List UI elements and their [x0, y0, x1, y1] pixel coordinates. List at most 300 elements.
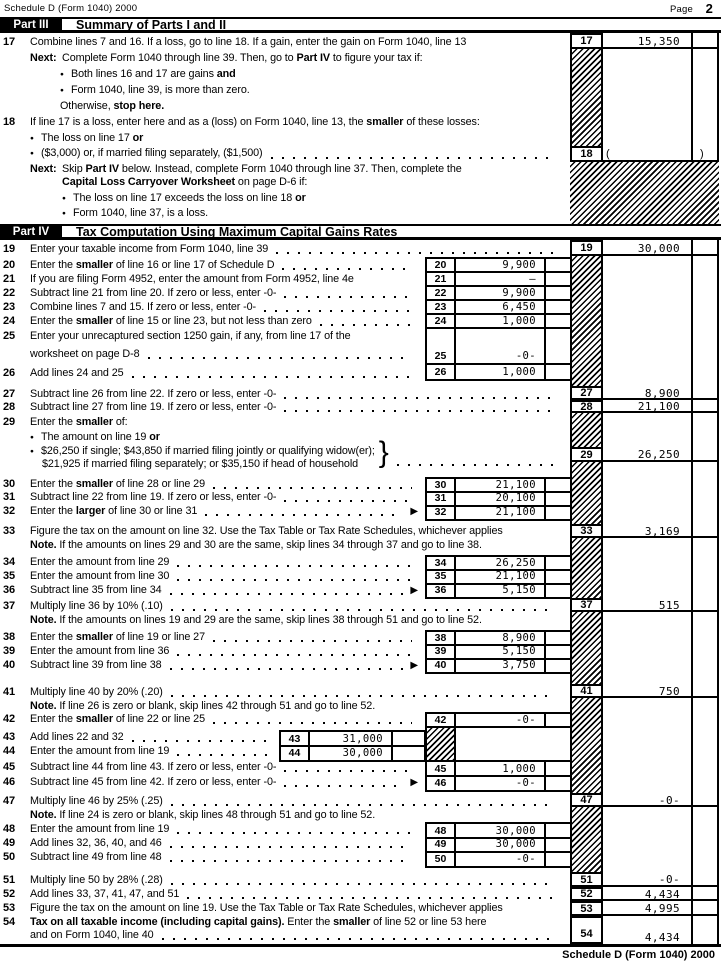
- dot-leader: [282, 268, 412, 270]
- box-41-value: 750: [658, 684, 680, 698]
- box-49-number: 49: [434, 838, 447, 850]
- box-29-number: 29: [570, 447, 603, 462]
- line-18-next-text: Skip Part IV below. Instead, complete Form 1040 through line 37. Then, complete the: [62, 163, 462, 175]
- bullet-icon: [62, 207, 73, 221]
- line-35-row: [3, 570, 418, 583]
- line-54-row-2: [30, 929, 562, 942]
- line-25-row: [3, 330, 418, 343]
- dot-leader: [170, 846, 412, 848]
- box-54-number: 54: [570, 916, 603, 944]
- line-39-number: 39: [3, 645, 16, 657]
- line-51-number: 51: [3, 874, 16, 886]
- line-47-row: [3, 795, 562, 808]
- line-21-label: If you are filing Form 4952, enter the amount from Form 4952, line 4e: [30, 273, 354, 285]
- line-30-number: 30: [3, 478, 16, 490]
- box-18-number: 18: [570, 146, 603, 162]
- note-after-47: [30, 809, 570, 822]
- dot-leader: [171, 883, 556, 885]
- line-18-bullet-2: [30, 147, 562, 161]
- part-iii-bar: [0, 17, 721, 33]
- box-40-value: 3,750: [502, 659, 536, 671]
- box-35-number: 35: [434, 570, 447, 582]
- hatched-area: [572, 413, 601, 447]
- part-iv-title: Tax Computation Using Maximum Capital Gains Rates: [76, 224, 398, 239]
- line-23-label: Combine lines 7 and 15. If zero or less, enter -0-: [30, 301, 257, 313]
- dot-leader: [171, 695, 556, 697]
- line-22-number: 22: [3, 287, 16, 299]
- bullet-text: Form 1040, line 37, is a loss.: [73, 207, 209, 219]
- hatched-area: [570, 162, 719, 224]
- boxes-30-32-group: [425, 477, 572, 521]
- box-22-number: 22: [434, 287, 447, 299]
- line-27-row: [3, 388, 562, 401]
- box-50-number: 50: [434, 852, 447, 865]
- line-42-label: Enter the smaller of line 22 or line 25: [30, 713, 205, 725]
- dot-leader: [187, 897, 556, 899]
- box-40-number: 40: [434, 659, 447, 671]
- line-17-otherwise: [60, 100, 460, 113]
- boxes-45-46-group: [425, 760, 572, 792]
- box-19-number: 19: [570, 240, 603, 256]
- line-27-number: 27: [3, 388, 16, 400]
- line-27-label: Subtract line 26 from line 22. If zero or less, enter -0-: [30, 388, 277, 400]
- line-25-row-2: [30, 348, 418, 361]
- line-42-number: 42: [3, 713, 16, 725]
- box-43-value: 31,000: [342, 732, 383, 745]
- line-18-next-row-2: [62, 176, 532, 189]
- line-45-label: Subtract line 44 from line 43. If zero or less, enter -0-: [30, 761, 277, 773]
- line-49-row: [3, 837, 418, 850]
- dot-leader: [284, 397, 556, 399]
- box-51-number: 51: [570, 872, 603, 887]
- line-43-row: [3, 731, 273, 744]
- line-50-number: 50: [3, 851, 16, 863]
- box-37-number: 37: [570, 598, 603, 612]
- line-35-number: 35: [3, 570, 16, 582]
- hatched-area: [572, 49, 601, 146]
- box-17-value: 15,350: [637, 34, 680, 48]
- box-18-open-paren: (: [606, 148, 610, 160]
- line-36-number: 36: [3, 584, 16, 596]
- box-23-number: 23: [434, 301, 447, 313]
- line-49-number: 49: [3, 837, 16, 849]
- box-38-value: 8,900: [502, 632, 536, 644]
- line-32-number: 32: [3, 505, 16, 517]
- line-44-label: Enter the amount from line 19: [30, 745, 170, 757]
- box-46-number: 46: [434, 776, 447, 789]
- line-42-row: [3, 713, 418, 726]
- line-48-row: [3, 823, 418, 836]
- dot-leader: [171, 609, 556, 611]
- line-54-label: Tax on all taxable income (including capital gains). Enter the smaller of line 52 or line 53 here: [30, 916, 487, 928]
- box-28-value: 21,100: [637, 400, 680, 413]
- box-25-number: 25: [434, 350, 447, 362]
- dot-leader: [284, 410, 556, 412]
- dot-leader: [264, 310, 412, 312]
- right-arrow-icon: [410, 659, 418, 672]
- line-29-row: [3, 416, 430, 429]
- line-17-row: [3, 36, 562, 49]
- dot-leader: [162, 938, 556, 940]
- line-17-bullet-1: [60, 68, 460, 82]
- line-54-label-2: and on Form 1040, line 40: [30, 929, 154, 941]
- line-43-number: 43: [3, 731, 16, 743]
- dot-leader: [205, 514, 403, 516]
- dot-leader: [132, 740, 267, 742]
- bullet-icon: [30, 445, 41, 459]
- box-41-number: 41: [570, 684, 603, 698]
- dot-leader: [284, 785, 403, 787]
- box-34-number: 34: [434, 557, 447, 569]
- line-38-label: Enter the smaller of line 19 or line 27: [30, 631, 205, 643]
- box-38-number: 38: [434, 632, 447, 644]
- box-25-value: -0-: [515, 350, 536, 362]
- dot-leader: [320, 324, 412, 326]
- line-45-row: [3, 761, 418, 774]
- part-iv-bar: [0, 224, 721, 240]
- dot-leader: [284, 296, 412, 298]
- line-34-row: [3, 556, 418, 569]
- box-48-value: 30,000: [495, 824, 536, 837]
- line-48-label: Enter the amount from line 19: [30, 823, 170, 835]
- line-41-row: [3, 686, 562, 699]
- bullet-icon: [60, 84, 71, 98]
- line-31-row: [3, 491, 418, 504]
- box-39-number: 39: [434, 645, 447, 657]
- box-30-number: 30: [434, 479, 447, 491]
- line-30-row: [3, 478, 418, 491]
- line-36-label: Subtract line 35 from line 34: [30, 584, 162, 596]
- line-51-label: Multiply line 50 by 28% (.28): [30, 874, 163, 886]
- bullet-icon: [30, 132, 41, 146]
- dot-leader: [170, 860, 412, 862]
- box-19-value: 30,000: [637, 241, 680, 255]
- line-50-label: Subtract line 49 from line 48: [30, 851, 162, 863]
- box-27-number: 27: [570, 386, 603, 400]
- line-22-label: Subtract line 21 from line 20. If zero or less, enter -0-: [30, 287, 277, 299]
- line-37-row: [3, 600, 562, 613]
- dot-leader: [276, 252, 556, 254]
- dot-leader: [177, 754, 267, 756]
- line-35-label: Enter the amount from line 30: [30, 570, 170, 582]
- note-text: Note. If line 26 is zero or blank, skip lines 42 through 51 and go to line 52.: [30, 700, 376, 712]
- bullet-text: Form 1040, line 39, is more than zero.: [71, 84, 250, 96]
- line-47-number: 47: [3, 795, 16, 807]
- box-46-value: -0-: [515, 776, 536, 789]
- line-18-row: [3, 116, 562, 129]
- line-41-number: 41: [3, 686, 16, 698]
- line-20-number: 20: [3, 259, 16, 271]
- line-52-label: Add lines 33, 37, 41, 47, and 51: [30, 888, 180, 900]
- line-33-row: [3, 525, 570, 538]
- line-51-row: [3, 874, 562, 887]
- line-52-row: [3, 888, 562, 901]
- line-45-number: 45: [3, 761, 16, 773]
- line-28-label: Subtract line 27 from line 19. If zero or less, enter -0-: [30, 401, 277, 413]
- line-18-bullet-1: [30, 132, 430, 146]
- line-28-row: [3, 401, 562, 414]
- box-26-number: 26: [434, 366, 447, 378]
- dot-leader: [213, 722, 412, 724]
- hatched-area: [572, 807, 601, 872]
- bullet-text: The loss on line 17 or: [41, 132, 144, 144]
- page-label: Page: [670, 4, 693, 15]
- line-23-row: [3, 301, 418, 314]
- line-17-label: Combine lines 7 and 16. If a loss, go to line 18. If a gain, enter the gain on Form 1040, line 13: [30, 36, 467, 48]
- boxes-48-50-group: [425, 822, 572, 868]
- box-35-value: 21,100: [495, 570, 536, 582]
- box-45-value: 1,000: [502, 762, 536, 775]
- form-id-header: Schedule D (Form 1040) 2000: [4, 3, 138, 14]
- box-22-value: 9,900: [502, 287, 536, 299]
- box-42-number: 42: [434, 714, 447, 726]
- hatched-area: [572, 462, 601, 524]
- box-43-number: 43: [288, 732, 301, 745]
- line-18-label: If line 17 is a loss, enter here and as a (loss) on Form 1040, line 13, the smaller of these losses:: [30, 116, 480, 128]
- line-17-next-text: Complete Form 1040 through line 39. Then, go to Part IV to figure your tax if:: [62, 52, 423, 64]
- line-20-label: Enter the smaller of line 16 or line 17 of Schedule D: [30, 259, 275, 271]
- line-43-label: Add lines 22 and 32: [30, 731, 124, 743]
- line-32-label: Enter the larger of line 30 or line 31: [30, 505, 198, 517]
- line-24-number: 24: [3, 315, 16, 327]
- bullet-text: Both lines 16 and 17 are gains and: [71, 68, 236, 80]
- box-48-number: 48: [434, 824, 447, 837]
- line-54-number: 54: [3, 916, 16, 928]
- line-44-number: 44: [3, 745, 16, 757]
- box-45-number: 45: [434, 762, 447, 775]
- note-after-33: [30, 539, 570, 552]
- line-39-label: Enter the amount from line 36: [30, 645, 170, 657]
- box-27-value: 8,900: [644, 386, 680, 400]
- cents-divider: [691, 33, 693, 162]
- column-border: [601, 240, 603, 944]
- cents-divider: [691, 240, 693, 944]
- boxes-34-36-group: [425, 555, 572, 599]
- line-40-row: [3, 659, 418, 672]
- line-29-label-2: $21,925 if married filing separately; or $35,150 if head of household: [42, 458, 359, 470]
- note-text: Note. If line 24 is zero or blank, skip lines 48 through 51 and go to line 52.: [30, 809, 376, 821]
- line-19-row: [3, 243, 562, 256]
- box-34-value: 26,250: [495, 557, 536, 569]
- line-17-next-row: [30, 52, 530, 65]
- dot-leader: [177, 654, 412, 656]
- line-52-number: 52: [3, 888, 16, 900]
- line-49-label: Add lines 32, 36, 40, and 46: [30, 837, 162, 849]
- box-21-number: 21: [434, 273, 447, 285]
- box-30-value: 21,100: [495, 479, 536, 491]
- line-40-number: 40: [3, 659, 16, 671]
- boxes-20-26-group: [425, 257, 572, 381]
- line-28-number: 28: [3, 401, 16, 413]
- line-24-label: Enter the smaller of line 15 or line 23, but not less than zero: [30, 315, 312, 327]
- line-18-number: 18: [3, 116, 16, 128]
- box-24-value: 1,000: [502, 315, 536, 327]
- line-17-bullet-2: [60, 84, 460, 98]
- line-26-row: [3, 367, 418, 380]
- note-text: Note. If the amounts on lines 19 and 29 are the same, skip lines 38 through 51 and go to line 52.: [30, 614, 482, 626]
- line-19-number: 19: [3, 243, 16, 255]
- brace-glyph: }: [378, 436, 389, 469]
- line-36-row: [3, 584, 418, 597]
- line-25-label-2: worksheet on page D-8: [30, 348, 140, 360]
- line-47-label: Multiply line 46 by 25% (.25): [30, 795, 163, 807]
- dot-leader: [170, 593, 404, 595]
- line-46-number: 46: [3, 776, 16, 788]
- page-number: 2: [705, 1, 713, 16]
- line-46-label: Subtract line 45 from line 42. If zero or less, enter -0-: [30, 776, 277, 788]
- bullet-text: $26,250 if single; $43,850 if married filing jointly or qualifying widow(er);: [41, 445, 375, 457]
- next-label: Next:: [30, 52, 57, 64]
- boxes-43-44-group: [279, 730, 426, 762]
- line-44-row: [3, 745, 273, 758]
- box-52-value: 4,434: [644, 887, 680, 901]
- bullet-text: The loss on line 17 exceeds the loss on line 18 or: [73, 192, 306, 204]
- line-37-label: Multiply line 36 by 10% (.10): [30, 600, 163, 612]
- line-25-number: 25: [3, 330, 16, 342]
- box-20-value: 9,900: [502, 259, 536, 271]
- dot-leader: [148, 357, 412, 359]
- box-37-value: 515: [658, 598, 680, 612]
- dot-leader: [213, 640, 412, 642]
- line-21-number: 21: [3, 273, 16, 285]
- right-arrow-icon: [410, 776, 418, 789]
- dot-leader: [284, 500, 412, 502]
- line-53-label: Figure the tax on the amount on line 19. Use the Tax Table or Tax Rate Schedules, whichever applies: [30, 902, 503, 914]
- line-29-label: Enter the smaller of:: [30, 416, 128, 428]
- right-arrow-icon: [410, 584, 418, 597]
- box-33-number: 33: [570, 524, 603, 538]
- box-36-number: 36: [434, 584, 447, 596]
- hatched-area: [572, 538, 601, 598]
- box-21-value: —: [529, 273, 536, 285]
- box-23-value: 6,450: [502, 301, 536, 313]
- line-33-label: Figure the tax on the amount on line 32. Use the Tax Table or Tax Rate Schedules, whichever applies: [30, 525, 503, 537]
- box-36-value: 5,150: [502, 584, 536, 596]
- column-border: [601, 33, 603, 162]
- line-18-next-text-2: Capital Loss Carryover Worksheet on page D-6 if:: [62, 176, 308, 188]
- dot-leader: [284, 770, 412, 772]
- right-arrow-icon: [410, 505, 418, 518]
- line-37-number: 37: [3, 600, 16, 612]
- line-39-row: [3, 645, 418, 658]
- line-25-label: Enter your unrecaptured section 1250 gain, if any, from line 17 of the: [30, 330, 351, 342]
- box-39-value: 5,150: [502, 645, 536, 657]
- bullet-icon: [30, 147, 41, 161]
- line-53-number: 53: [3, 902, 16, 914]
- line-31-number: 31: [3, 491, 16, 503]
- dot-leader: [171, 804, 556, 806]
- box-42-value: -0-: [515, 714, 536, 726]
- box-20-number: 20: [434, 259, 447, 271]
- box-47-value: -0-: [658, 793, 680, 807]
- line-23-number: 23: [3, 301, 16, 313]
- box-18-close-paren: ): [700, 148, 704, 160]
- box-26-value: 1,000: [502, 366, 536, 378]
- line-29-bullet-1: [30, 431, 430, 445]
- line-21-row: [3, 273, 418, 286]
- part-iii-title: Summary of Parts I and II: [76, 17, 227, 32]
- box-32-value: 21,100: [495, 506, 536, 518]
- line-40-label: Subtract line 39 from line 38: [30, 659, 162, 671]
- box-28-number: 28: [570, 400, 603, 413]
- line-32-row: [3, 505, 418, 518]
- line-46-row: [3, 776, 418, 789]
- dot-leader: [271, 157, 556, 159]
- part-iii-label: Part III: [0, 19, 62, 30]
- line-18-bullet-4: [62, 207, 462, 221]
- line-29-continuation: [42, 458, 512, 471]
- line-31-label: Subtract line 22 from line 19. If zero or less, enter -0-: [30, 491, 277, 503]
- line-34-label: Enter the amount from line 29: [30, 556, 170, 568]
- otherwise-text: Otherwise, stop here.: [60, 100, 165, 112]
- note-after-37: [30, 614, 570, 627]
- box-32-number: 32: [434, 506, 447, 518]
- box-51-value: -0-: [658, 873, 680, 886]
- dot-leader: [132, 376, 412, 378]
- bullet-text: The amount on line 19 or: [41, 431, 160, 443]
- line-19-label: Enter your taxable income from Form 1040, line 39: [30, 243, 269, 255]
- dot-leader: [177, 565, 412, 567]
- line-24-row: [3, 315, 418, 328]
- line-22-row: [3, 287, 418, 300]
- line-18-next-row: [30, 163, 550, 176]
- line-34-number: 34: [3, 556, 16, 568]
- line-20-row: [3, 259, 418, 272]
- hatched-area: [572, 256, 601, 386]
- box-50-value: -0-: [515, 852, 536, 865]
- bullet-text: ($3,000) or, if married filing separately, ($1,500): [41, 147, 263, 159]
- dot-leader: [170, 668, 404, 670]
- box-49-value: 30,000: [495, 838, 536, 850]
- part-iv-label: Part IV: [0, 226, 62, 237]
- dot-leader: [213, 487, 412, 489]
- box-44-number: 44: [288, 746, 301, 759]
- line-33-number: 33: [3, 525, 16, 537]
- box-44-value: 30,000: [342, 746, 383, 759]
- box-33-value: 3,169: [644, 524, 680, 538]
- line-30-label: Enter the smaller of line 28 or line 29: [30, 478, 205, 490]
- bottom-rule: [0, 944, 721, 947]
- box-47-number: 47: [570, 793, 603, 807]
- box-29-value: 26,250: [637, 448, 680, 461]
- bullet-icon: [62, 192, 73, 206]
- box-52-number: 52: [570, 887, 603, 901]
- dot-leader: [177, 579, 412, 581]
- box-24-number: 24: [434, 315, 447, 327]
- box-17-number: 17: [570, 33, 603, 49]
- hatched-area: [572, 698, 601, 793]
- box-31-number: 31: [434, 492, 447, 504]
- bullet-icon: [30, 431, 41, 445]
- line-50-row: [3, 851, 418, 864]
- line-54-row: [3, 916, 570, 929]
- line-53-row: [3, 902, 570, 915]
- note-text: Note. If the amounts on lines 29 and 30 are the same, skip lines 34 through 37 and go to line 38.: [30, 539, 482, 551]
- line-38-number: 38: [3, 631, 16, 643]
- line-29-number: 29: [3, 416, 16, 428]
- hatched-area: [572, 612, 601, 684]
- line-17-number: 17: [3, 36, 16, 48]
- line-41-label: Multiply line 40 by 20% (.20): [30, 686, 163, 698]
- line-26-number: 26: [3, 367, 16, 379]
- box-54-value: 4,434: [644, 930, 680, 944]
- bullet-icon: [60, 68, 71, 82]
- boxes-38-40-group: [425, 630, 572, 674]
- box-31-value: 20,100: [495, 492, 536, 504]
- box-53-number: 53: [570, 901, 603, 916]
- line-18-bullet-3: [62, 192, 462, 206]
- hatched-cell: [425, 726, 456, 762]
